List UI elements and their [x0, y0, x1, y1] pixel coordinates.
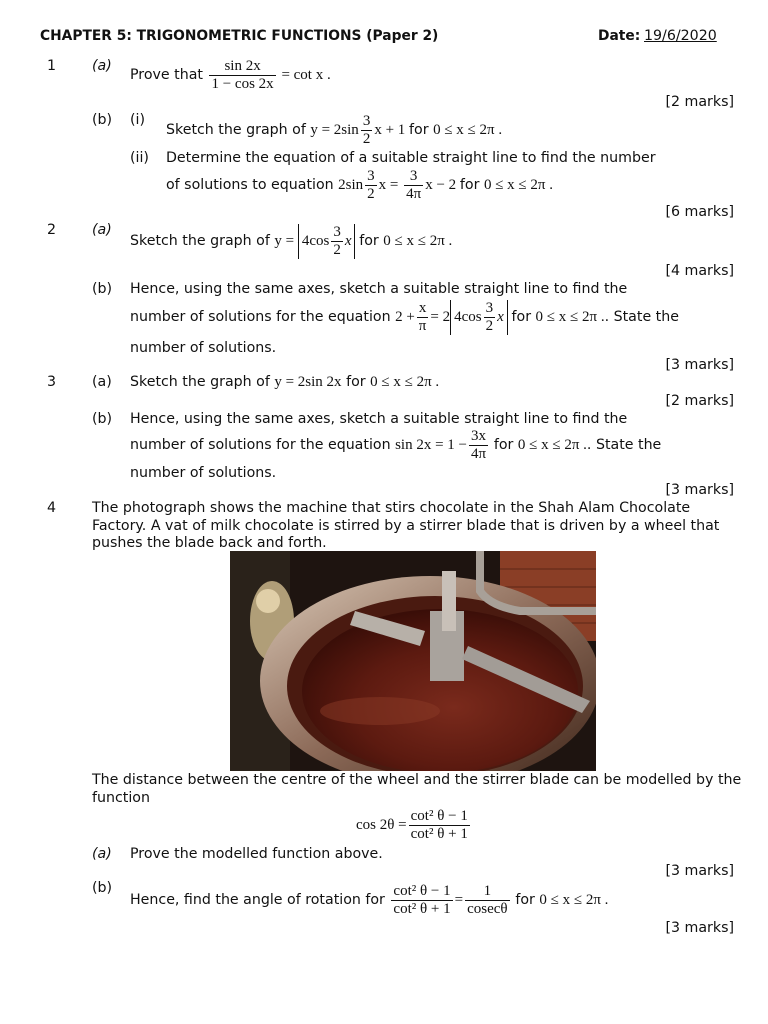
q4b-domain: 0 ≤ x ≤ 2π .: [539, 891, 609, 908]
q4-num: cot² θ − 1: [410, 808, 468, 824]
q1a-denominator: 1 − cos 2x: [211, 76, 274, 92]
q2b-marks: [3 marks]: [665, 357, 734, 373]
q2a-var: x: [344, 232, 352, 249]
q3b-tail: . State the: [586, 436, 662, 453]
q2a-for: for: [359, 232, 379, 249]
q2b-var: x: [497, 308, 504, 325]
q4b-lden: cot² θ + 1: [393, 901, 451, 917]
q1bi-equation: [310, 113, 409, 147]
q2b-equation: [395, 300, 511, 334]
q2a-lhs: y =: [274, 232, 295, 249]
q2a-den: 2: [333, 242, 341, 258]
q2b-lhs: 2 +: [395, 308, 415, 325]
q1bii-num1: 3: [367, 168, 375, 184]
q3b-label: (b): [92, 411, 113, 427]
q2a-num: 3: [333, 224, 341, 240]
q1a-rhs: = cot x .: [281, 66, 331, 83]
q1a-numerator: sin 2x: [209, 58, 275, 76]
q1bii-rhs: x − 2: [425, 176, 457, 193]
q1bii-text: of solutions to equation: [166, 176, 334, 193]
q4a-marks: [3 marks]: [665, 863, 734, 879]
q3b-num: 3x: [469, 428, 488, 446]
q2a-domain: 0 ≤ x ≤ 2π .: [383, 232, 453, 249]
q3a-for: for: [346, 374, 366, 390]
q2b-absolute-value: [450, 300, 508, 335]
q1bii-domain: 0 ≤ x ≤ 2π .: [483, 176, 553, 193]
q4b-lnum: cot² θ − 1: [393, 883, 451, 899]
q3a-line: [130, 374, 439, 391]
q1a-line: [130, 58, 331, 93]
q4-model-equation: [356, 808, 472, 843]
q2b-den1: π: [418, 318, 427, 334]
q2b-den2: 2: [485, 318, 494, 334]
q1bi-lhs: y = 2sin: [310, 121, 359, 138]
q1bii-den2: 4π: [406, 186, 422, 202]
date-value: 19/6/2020: [644, 28, 717, 44]
q1b-label: (b): [92, 112, 113, 128]
q1a-marks: [2 marks]: [665, 94, 734, 110]
q2b-line1: Hence, using the same axes, sketch a suitable straight line to find the: [130, 281, 628, 297]
q2b-domain: 0 ≤ x ≤ 2π .: [535, 308, 605, 325]
q2b-num1: x: [417, 300, 429, 318]
q2b-tail: . State the: [604, 308, 679, 325]
q2a-line: [130, 224, 452, 259]
q1a-label: (a): [92, 58, 112, 74]
q2b-label: (b): [92, 281, 113, 297]
q4b-rnum: 1: [465, 883, 510, 901]
q4b-line: [130, 883, 608, 918]
q1bi-label: (i): [130, 112, 146, 128]
q1bi-num: 3: [362, 113, 371, 129]
q3b-domain: 0 ≤ x ≤ 2π .: [517, 436, 587, 453]
q3b-for: for: [493, 436, 514, 453]
q1bii-num2: 3: [404, 168, 423, 186]
q1bii-for: for: [459, 176, 480, 193]
q3b-line2: [130, 428, 661, 463]
q4b-marks: [3 marks]: [665, 920, 734, 936]
q1bii-lhs: 2sin: [338, 176, 364, 193]
q2a-coef: 4cos: [301, 232, 330, 249]
q4b-label: (b): [92, 880, 113, 896]
q2a-text: Sketch the graph of: [130, 232, 270, 249]
q4a-label: (a): [92, 846, 112, 862]
q4-den: cot² θ + 1: [410, 826, 468, 842]
q3a-equation: y = 2sin 2x: [274, 374, 342, 390]
q3b-line1: Hence, using the same axes, sketch a suitable straight line to find the: [130, 411, 628, 427]
q2b-text: number of solutions for the equation: [130, 308, 391, 325]
chocolate-vat-photo: [230, 551, 596, 771]
q1bi-for: for: [409, 121, 429, 138]
q3b-marks: [3 marks]: [665, 482, 734, 498]
q2b-coef: 4cos: [454, 308, 482, 325]
q2a-equation: [274, 224, 359, 258]
q2a-marks: [4 marks]: [665, 263, 734, 279]
q3a-label: (a): [92, 374, 112, 390]
q3b-line3: number of solutions.: [130, 465, 277, 481]
q4b-rden: cosecθ: [467, 901, 508, 917]
q1bi-domain: 0 ≤ x ≤ 2π .: [433, 121, 503, 138]
q1bii-line1: Determine the equation of a suitable straight line to find the number: [166, 150, 656, 166]
q2b-line2: [130, 300, 679, 335]
q1bii-mid: x =: [378, 176, 399, 193]
q3-number: 3: [47, 374, 57, 390]
q2a-absolute-value: [298, 224, 356, 259]
date-label: Date:: [598, 28, 641, 44]
q2a-label: (a): [92, 222, 112, 238]
q2b-eq: = 2: [430, 308, 451, 325]
q4-intro: The photograph shows the machine that stirs chocolate in the Shah Alam Chocolate Factory. A vat of milk chocolate is stirred by a stirrer blade that is driven by a wheel that pushes the blade back and forth.: [92, 500, 720, 551]
q3a-marks: [2 marks]: [665, 393, 734, 409]
q1bi-text: Sketch the graph of: [166, 121, 306, 138]
q1bi-line: [166, 113, 502, 148]
q1-number: 1: [47, 58, 57, 74]
q1bi-rhs: x + 1: [374, 121, 406, 138]
q2b-for: for: [511, 308, 532, 325]
q1bi-den: 2: [362, 131, 371, 147]
q3b-lhs: sin 2x = 1 −: [395, 436, 468, 453]
q2b-num2: 3: [485, 300, 494, 316]
q4b-text: Hence, find the angle of rotation for: [130, 891, 385, 908]
q4-lhs: cos 2θ =: [356, 816, 407, 833]
q4b-equation: $\frac{\text{cot² θ − 1}}{\text{cot² θ + 1}}$ = $\frac{1}{cosec\theta}$: [393, 883, 508, 917]
q2-number: 2: [47, 222, 57, 238]
q3b-text: number of solutions for the equation: [130, 436, 391, 453]
q2b-line3: number of solutions.: [130, 340, 277, 356]
q1bii-label: (ii): [130, 150, 149, 166]
q4-model-text: The distance between the centre of the wheel and the stirrer blade can be modelled by the function: [92, 772, 742, 806]
q1bii-line2: [166, 168, 553, 203]
q3a-domain: 0 ≤ x ≤ 2π .: [370, 374, 440, 390]
q1a-text: Prove that: [130, 66, 203, 83]
q4a-text: Prove the modelled function above.: [130, 846, 383, 862]
q4-number: 4: [47, 500, 57, 516]
q1a-equation: [207, 58, 331, 92]
q1bii-den1: 2: [367, 186, 375, 202]
q4b-for: for: [515, 891, 535, 908]
q3b-den: 4π: [471, 446, 487, 462]
q3a-text: Sketch the graph of: [130, 374, 270, 390]
q1b-marks: [6 marks]: [665, 204, 734, 220]
chapter-title: CHAPTER 5: TRIGONOMETRIC FUNCTIONS (Paper 2): [40, 28, 439, 44]
